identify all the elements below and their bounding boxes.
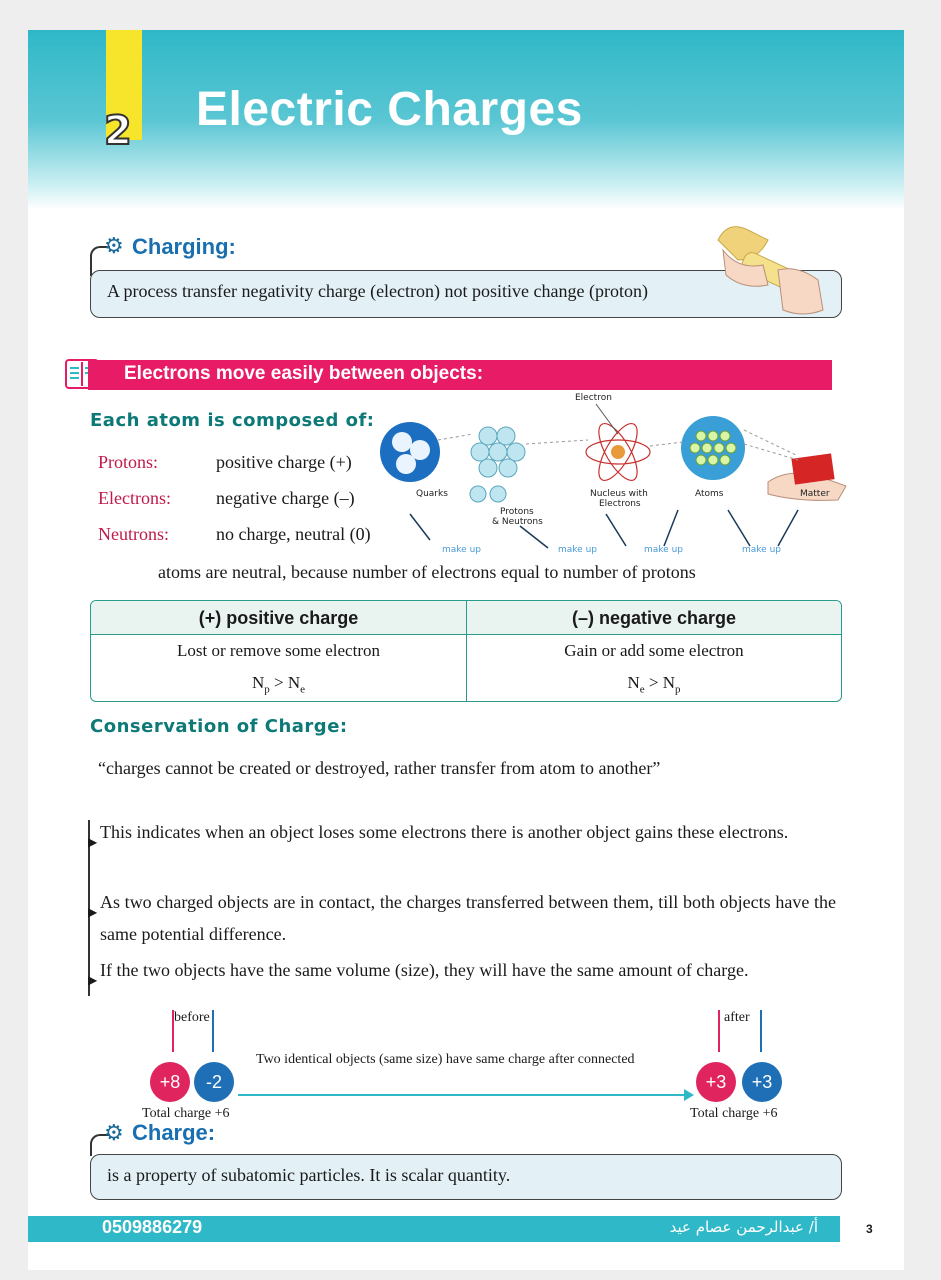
make-up-label-1: make up [442,545,481,555]
arrow-right-icon [684,1089,694,1101]
quarks-label: Quarks [416,489,448,499]
positive-row-1: Lost or remove some electron [177,641,380,660]
after-label: after [724,1010,750,1025]
chapter-title: Electric Charges [196,83,583,136]
make-up-label-4: make up [742,545,781,555]
nucleus-label-2: Electrons [599,499,641,509]
bullet-item: ▶ This indicates when an object loses some electrons there is another object gains these electrons. [100,816,836,848]
bullet-item: ▶ As two charged objects are in contact, the charges transferred between them, till both objects have the same potential difference. [88,892,836,944]
electrons-label: Electrons: [98,488,171,508]
negative-column [466,601,841,701]
conservation-quote: “charges cannot be created or destroyed, rather transfer from atom to another” [98,758,661,778]
matter-label: Matter [800,489,830,499]
total-charge-left: Total charge +6 [142,1106,230,1121]
electron-label: Electron [575,393,612,403]
negative-row-1: Gain or add some electron [564,641,744,660]
chapter-number: 2 [104,108,132,154]
atom-heading: Each atom is composed of: [90,410,375,431]
page-footer [28,1216,840,1242]
hand-rubbing-rod-image [708,210,828,320]
make-up-label-2: make up [558,545,597,555]
bullet-list [88,820,848,996]
gear-icon: ⚙ [104,233,124,258]
negative-row-2: $N_e > N_p$ [627,673,681,696]
protons-neutrons-label-2: & Neutrons [492,517,543,527]
before-label: before [174,1010,210,1025]
positive-header: (+) positive charge [91,601,466,635]
bullet-arrow-icon: ▶ [88,973,98,987]
bullet-arrow-icon: ▶ [88,835,98,849]
protons-neutrons-label-1: Protons [500,507,534,517]
neutrons-label: Neutrons: [98,524,169,544]
charge-definition-box [90,1154,842,1200]
total-charge-right: Total charge +6 [690,1106,778,1121]
neutral-statement: atoms are neutral, because number of electrons equal to number of protons [158,562,696,582]
after-circle-1: +3 [696,1062,736,1102]
charging-heading: Charging: [132,234,236,259]
bullet-arrow-icon: ▶ [88,905,98,919]
protons-text: positive charge (+) [216,452,352,472]
section-banner [88,360,832,390]
chapter-header [28,30,904,210]
nucleus-label-1: Nucleus with [590,489,648,499]
positive-row-2: $N_p > N_e$ [251,673,306,696]
make-up-label-3: make up [644,545,683,555]
charge-definition: is a property of subatomic particles. It is scalar quantity. [107,1165,511,1185]
neutrons-text: no charge, neutral (0) [216,524,371,544]
positive-column [91,601,466,701]
negative-header: (–) negative charge [467,601,841,635]
charging-definition: A process transfer negativity charge (electron) not positive change (proton) [107,281,648,301]
document-page [28,30,904,1270]
page-number: 3 [866,1222,873,1236]
gear-icon: ⚙ [104,1120,124,1145]
bullet-item: ▶ If the two objects have the same volume (size), they will have the same amount of charge. [100,954,836,986]
before-negative-circle: -2 [194,1062,234,1102]
transfer-caption: Two identical objects (same size) have same charge after connected [256,1052,635,1067]
charge-comparison-table [90,600,842,702]
footer-author: أ/ عبدالرحمن عصام عيد [669,1218,818,1236]
banner-text: Electrons move easily between objects: [124,363,484,384]
before-positive-circle: +8 [150,1062,190,1102]
charge-heading: Charge: [132,1120,216,1145]
conservation-heading: Conservation of Charge: [90,716,348,737]
footer-phone: 0509886279 [102,1217,203,1237]
atoms-label: Atoms [695,489,724,499]
electrons-text: negative charge (–) [216,488,355,508]
atom-structure-diagram [368,390,848,562]
after-circle-2: +3 [742,1062,782,1102]
charge-transfer-diagram [128,1010,808,1120]
protons-label: Protons: [98,452,159,472]
